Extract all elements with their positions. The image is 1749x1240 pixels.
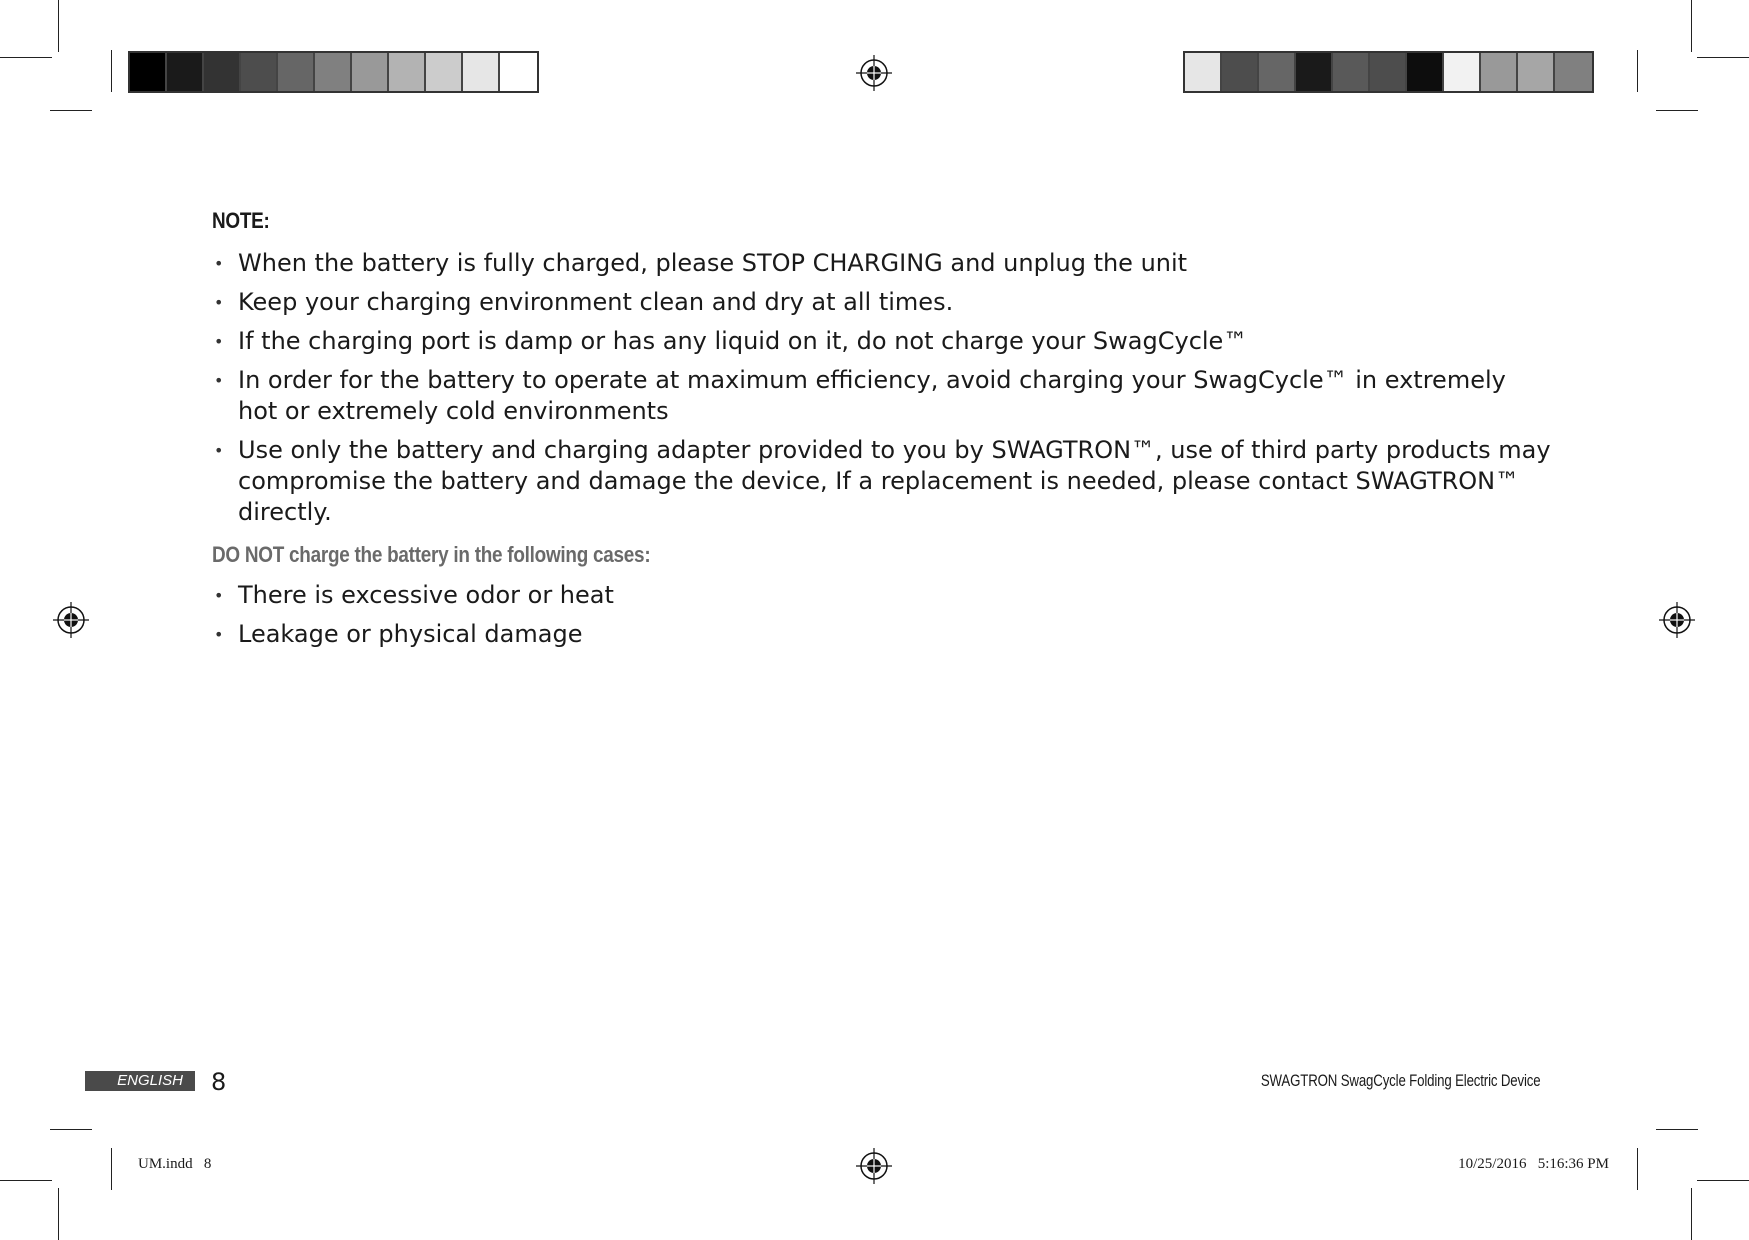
registration-mark-icon — [53, 602, 89, 638]
color-swatch — [389, 53, 426, 91]
footer-product-title: SWAGTRON SwagCycle Folding Electric Device — [1260, 1071, 1540, 1090]
crop-mark-bottom-left-vertical — [58, 1188, 59, 1240]
color-swatch — [1444, 53, 1481, 91]
crop-mark-top-right-horizontal — [1697, 57, 1749, 58]
crop-mark-top-left-inner-h — [50, 110, 92, 111]
crop-mark-top-left-vertical — [58, 0, 59, 52]
list-item: • Use only the battery and charging adapter provided to you by SWAGTRON™, use of third party products may compromise the battery and damage the device, If a replacement is needed, please contact SWAGTRON™ directly. — [212, 435, 1552, 528]
color-swatch — [1333, 53, 1370, 91]
warning-list — [212, 580, 1552, 658]
color-bar-left — [128, 51, 539, 93]
slug-file-name: UM.indd 8 — [138, 1156, 212, 1172]
list-item: • In order for the battery to operate at maximum efficiency, avoid charging your SwagCycle™ in extremely hot or extremely cold environments — [212, 365, 1552, 427]
color-swatch — [1259, 53, 1296, 91]
registration-mark-icon — [856, 55, 892, 91]
slug-timestamp: 10/25/2016 5:16:36 PM — [1458, 1156, 1609, 1172]
color-swatch — [167, 53, 204, 91]
note-list — [212, 248, 1552, 536]
crop-mark-top-right-vertical — [1691, 0, 1692, 52]
list-item: • If the charging port is damp or has any liquid on it, do not charge your SwagCycle™ — [212, 326, 1552, 357]
registration-mark-icon — [856, 1148, 892, 1184]
color-swatch — [463, 53, 500, 91]
color-swatch — [204, 53, 241, 91]
crop-mark-top-left-horizontal — [0, 57, 52, 58]
warning-heading: DO NOT charge the battery in the following cases: — [212, 542, 651, 567]
crop-mark-top-right-inner-h — [1656, 110, 1698, 111]
color-swatch — [1370, 53, 1407, 91]
color-swatch — [1518, 53, 1555, 91]
crop-mark-bottom-right-inner-h — [1656, 1129, 1698, 1130]
color-swatch — [241, 53, 278, 91]
list-item: • When the battery is fully charged, please STOP CHARGING and unplug the unit — [212, 248, 1552, 279]
registration-mark-icon — [1659, 602, 1695, 638]
page-number: 8 — [211, 1068, 227, 1096]
crop-mark-bottom-left-inner-v — [111, 1148, 112, 1190]
color-swatch — [1185, 53, 1222, 91]
color-swatch — [278, 53, 315, 91]
color-swatch — [500, 53, 537, 91]
crop-mark-top-right-inner-v — [1637, 50, 1638, 92]
crop-mark-bottom-right-horizontal — [1697, 1180, 1749, 1181]
color-swatch — [1296, 53, 1333, 91]
crop-mark-bottom-left-horizontal — [0, 1180, 52, 1181]
crop-mark-top-left-inner-v — [111, 50, 112, 92]
color-swatch — [1481, 53, 1518, 91]
crop-mark-bottom-right-inner-v — [1637, 1148, 1638, 1190]
color-swatch — [1555, 53, 1592, 91]
list-item: • Keep your charging environment clean and dry at all times. — [212, 287, 1552, 318]
color-bar-right — [1183, 51, 1594, 93]
language-tab: ENGLISH — [85, 1071, 195, 1091]
list-item: • There is excessive odor or heat — [212, 580, 1552, 611]
crop-mark-bottom-left-inner-h — [50, 1129, 92, 1130]
color-swatch — [426, 53, 463, 91]
crop-mark-bottom-right-vertical — [1691, 1188, 1692, 1240]
color-swatch — [1222, 53, 1259, 91]
color-swatch — [315, 53, 352, 91]
color-swatch — [130, 53, 167, 91]
color-swatch — [1407, 53, 1444, 91]
color-swatch — [352, 53, 389, 91]
note-heading: NOTE: — [212, 208, 270, 233]
list-item: • Leakage or physical damage — [212, 619, 1552, 650]
